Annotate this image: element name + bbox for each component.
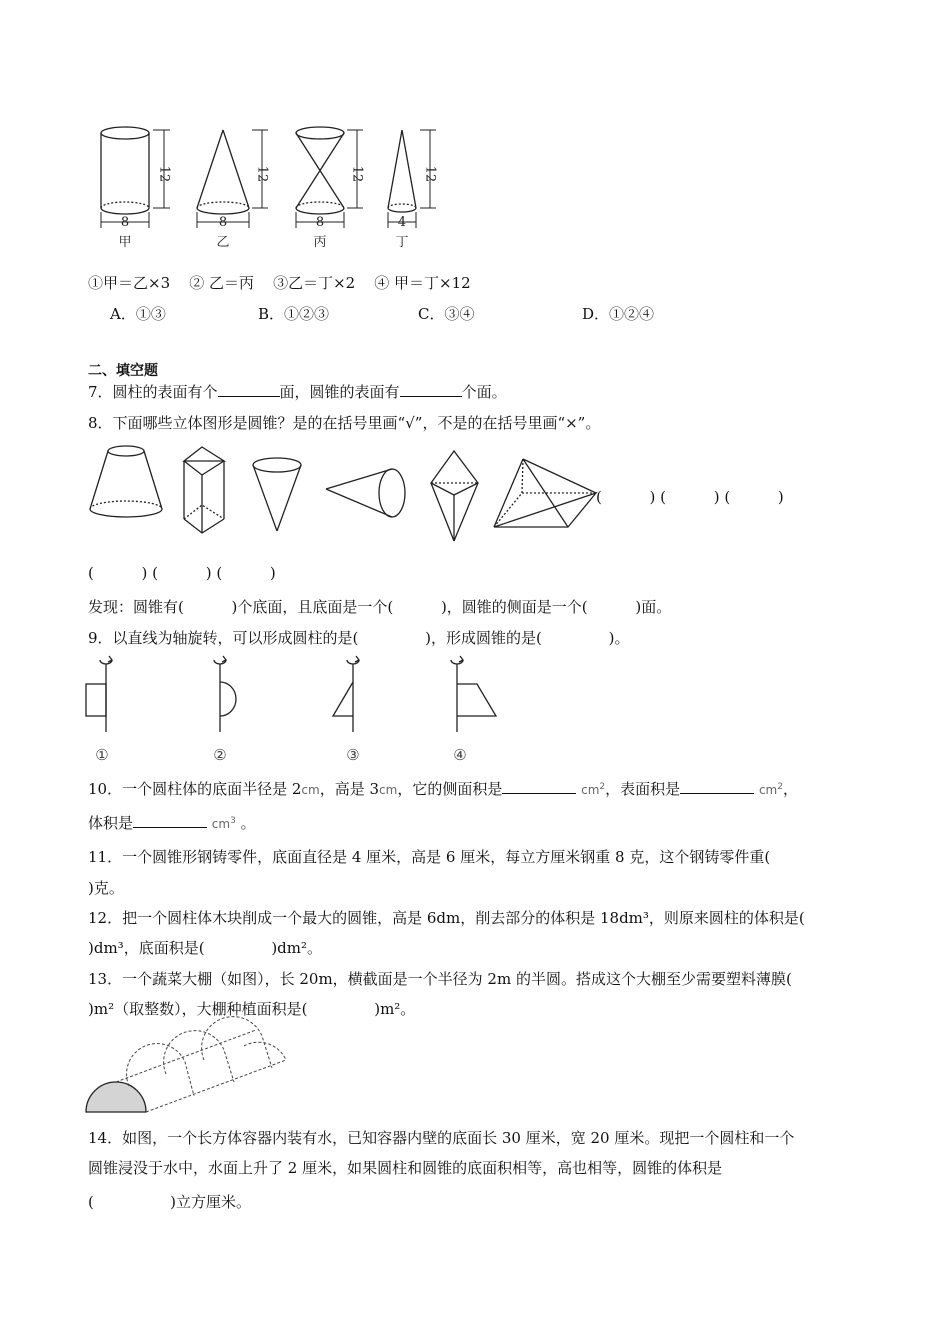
statement-1: ①甲＝乙×3 xyxy=(88,274,171,292)
solid-name-bing: 丙 xyxy=(313,235,327,250)
q10-text-e: ， xyxy=(782,780,798,798)
q9-label-2: ② xyxy=(213,746,227,764)
q9-label-4: ④ xyxy=(453,746,467,764)
q7-text-b: 面，圆锥的表面有 xyxy=(279,383,400,401)
answer-gap[interactable] xyxy=(205,939,272,957)
q9-label-3: ③ xyxy=(346,746,360,764)
q10-line1 xyxy=(88,778,798,799)
option-a-label: A． xyxy=(110,305,136,323)
q12-text-a: )dm³，底面积是( xyxy=(88,939,205,957)
unit-cm2: $cm^2$ xyxy=(758,782,783,797)
q10-text-c: ，它的侧面积是 xyxy=(397,780,503,798)
q10-text-b: ，高是 3 xyxy=(319,780,380,798)
q9-label-1: ① xyxy=(95,746,109,764)
unit-cm3: $cm^3$ xyxy=(211,816,236,831)
q14-text-b: )立方厘米。 xyxy=(170,1193,252,1211)
unit-cm2: $cm^2$ xyxy=(581,782,606,797)
q7-blank-1[interactable] xyxy=(218,382,280,397)
solid-name-ding: 丁 xyxy=(395,235,409,250)
q13-line2 xyxy=(88,998,415,1019)
answer-gap[interactable] xyxy=(94,1193,170,1211)
option-c-text: ③④ xyxy=(444,305,475,323)
answer-bracket[interactable]: ( ) xyxy=(660,488,720,506)
statement-2: ② 乙＝丙 xyxy=(189,274,254,292)
q14-line1: 14．如图，一个长方体容器内装有水，已知容器内壁的底面长 30 厘米，宽 20 厘米。现把一个圆柱和一个 xyxy=(88,1129,795,1147)
answer-gap[interactable] xyxy=(542,629,609,647)
q8-find-c: )，圆锥的侧面是一个( xyxy=(440,598,588,616)
q13-text-b: )m²。 xyxy=(374,1000,416,1018)
answer-bracket[interactable]: ( ) xyxy=(596,488,656,506)
option-c-label: C． xyxy=(418,305,445,323)
q9-rotation-figure xyxy=(84,652,514,767)
option-d-text: ①②④ xyxy=(609,305,655,323)
statement-4: ④ 甲＝丁×12 xyxy=(374,274,471,292)
answer-gap[interactable] xyxy=(184,598,232,616)
dim-diameter-bing: 8 xyxy=(315,215,325,230)
q7-text-a: 7．圆柱的表面有个 xyxy=(88,383,218,401)
q13-text-a: )m²（取整数），大棚种植面积是( xyxy=(88,1000,308,1018)
q7-text-c: 个面。 xyxy=(461,383,507,401)
q14-line3 xyxy=(88,1191,251,1212)
q10-blank-lateral[interactable] xyxy=(502,779,576,794)
dim-diameter-jia: 8 xyxy=(120,215,130,230)
unit-cm: cm xyxy=(379,783,398,797)
q8-find-b: )个底面，且底面是一个( xyxy=(231,598,394,616)
q14-text-a: ( xyxy=(88,1193,94,1211)
q7 xyxy=(88,381,507,402)
q10-text-f: 体积是 xyxy=(88,814,134,832)
answer-bracket[interactable]: ( ) xyxy=(216,564,276,582)
answer-bracket[interactable]: ( ) xyxy=(152,564,212,582)
q10-blank-surface[interactable] xyxy=(680,779,754,794)
q10-line2 xyxy=(88,812,256,833)
option-a[interactable] xyxy=(110,303,166,324)
q9-text xyxy=(88,627,630,648)
answer-bracket[interactable]: ( ) xyxy=(88,564,148,582)
option-b-text: ①②③ xyxy=(284,305,330,323)
q10-blank-volume[interactable] xyxy=(133,813,207,828)
answer-gap[interactable] xyxy=(307,1000,374,1018)
q9-text-a: 9．以直线为轴旋转，可以形成圆柱的是( xyxy=(88,629,359,647)
q8-answer-brackets-row2 xyxy=(88,564,276,582)
unit-cm: cm xyxy=(301,783,320,797)
greenhouse-figure xyxy=(84,1026,294,1116)
option-b[interactable] xyxy=(258,303,329,324)
option-b-label: B． xyxy=(258,305,285,323)
q8-answer-brackets-row1 xyxy=(596,488,784,506)
solid-name-jia: 甲 xyxy=(118,235,132,250)
q8-text: 8．下面哪些立体图形是圆锥？是的在括号里画“√”，不是的在括号里画“×”。 xyxy=(88,414,601,432)
q10-text-a: 10．一个圆柱体的底面半径是 2 xyxy=(88,780,302,798)
dim-height-yi: 12 xyxy=(254,165,270,183)
q11-line1: 11．一个圆锥形钢铸零件，底面直径是 4 厘米，高是 6 厘米，每立方厘米钢重 8 克，这个钢铸零件重( xyxy=(88,848,771,866)
q6-solids-figure xyxy=(90,118,450,253)
q13-line1: 13．一个蔬菜大棚（如图），长 20m，横截面是一个半径为 2m 的半圆。搭成这个大棚至少需要塑料薄膜( xyxy=(88,970,792,988)
q8-finding xyxy=(88,596,671,617)
dim-height-bing: 12 xyxy=(349,165,365,183)
answer-gap[interactable] xyxy=(358,629,425,647)
statement-3: ③乙＝丁×2 xyxy=(273,274,356,292)
q9-text-c: )。 xyxy=(608,629,630,647)
option-d[interactable] xyxy=(582,303,654,324)
option-a-text: ①③ xyxy=(135,305,166,323)
answer-gap[interactable] xyxy=(393,598,441,616)
q8-find-a: 发现：圆锥有( xyxy=(88,598,184,616)
answer-bracket[interactable]: ( ) xyxy=(724,488,784,506)
q10-text-d: ，表面积是 xyxy=(605,780,681,798)
answer-gap[interactable] xyxy=(588,598,636,616)
q8-shapes-figure xyxy=(86,445,606,545)
dim-diameter-yi: 8 xyxy=(218,215,228,230)
q10-text-g: 。 xyxy=(235,814,256,832)
q12-line1: 12．把一个圆柱体木块削成一个最大的圆锥，高是 6dm，削去部分的体积是 18dm³，则原来圆柱的体积是( xyxy=(88,909,805,927)
section-title: 二、填空题 xyxy=(88,363,158,379)
q6-statements xyxy=(88,272,471,293)
q7-blank-2[interactable] xyxy=(400,382,462,397)
solid-name-yi: 乙 xyxy=(216,235,230,250)
q9-text-b: )，形成圆锥的是( xyxy=(425,629,542,647)
option-d-label: D． xyxy=(582,305,610,323)
option-c[interactable] xyxy=(418,303,475,324)
q8-find-d: )面。 xyxy=(635,598,672,616)
dim-height-jia: 12 xyxy=(156,165,172,183)
q14-line2: 圆锥浸没于水中，水面上升了 2 厘米，如果圆柱和圆锥的底面积相等，高也相等，圆锥的体积是 xyxy=(88,1159,723,1177)
q12-line2 xyxy=(88,937,322,958)
q11-line2: )克。 xyxy=(88,879,124,897)
dim-diameter-ding: 4 xyxy=(397,215,407,230)
dim-height-ding: 12 xyxy=(422,165,438,183)
q12-text-b: )dm²。 xyxy=(271,939,323,957)
